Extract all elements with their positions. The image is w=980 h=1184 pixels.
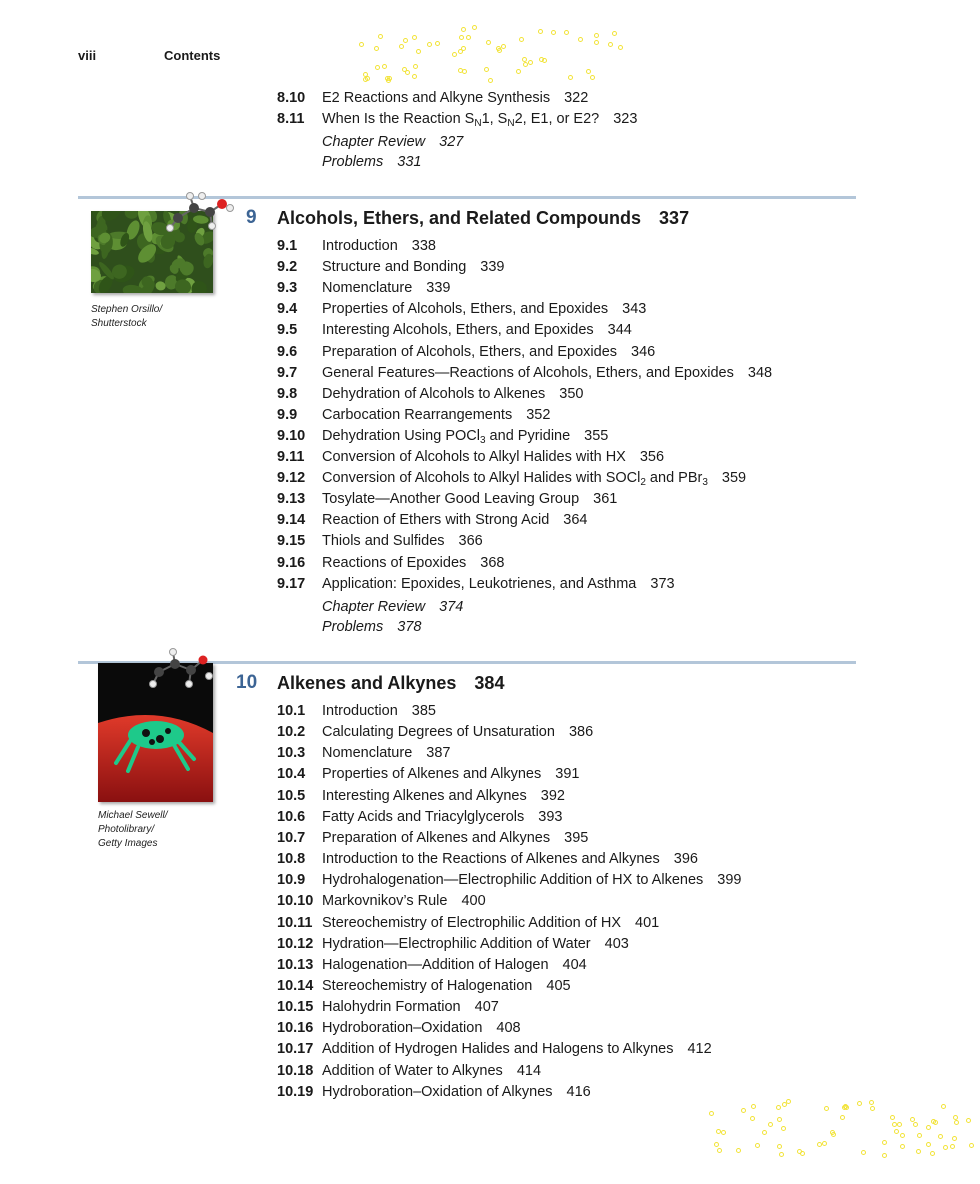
section-page: 396: [673, 851, 698, 868]
section-title: Reaction of Ethers with Strong Acid: [322, 512, 550, 529]
section-number: 8.11: [277, 111, 305, 127]
chapter-page: 337: [659, 208, 690, 228]
problems-label: Problems: [322, 154, 384, 170]
section-number: 10.3: [277, 745, 306, 762]
chapter-review-label: Chapter Review: [322, 134, 426, 150]
section-title: Hydroboration–Oxidation: [322, 1020, 483, 1037]
section-number: 9.15: [277, 533, 306, 550]
section-number: 9.13: [277, 491, 306, 508]
section-number: 10.4: [277, 766, 306, 783]
molecule-model-icon: [145, 648, 217, 694]
toc-entry[interactable]: [277, 300, 646, 318]
section-number: 10.15: [277, 999, 314, 1016]
section-title: Nomenclature: [322, 280, 413, 297]
section-title: Carbocation Rearrangements: [322, 406, 513, 423]
toc-entry[interactable]: [277, 765, 579, 783]
section-number: 10.19: [277, 1083, 314, 1100]
section-title: Reactions of Epoxides: [322, 554, 467, 571]
toc-entry[interactable]: [277, 871, 741, 889]
section-page: 359: [721, 470, 747, 487]
section-page: 339: [426, 280, 451, 297]
photo-credit: Michael Sewell/ Photolibrary/ Getty Images: [98, 810, 168, 849]
toc-entry[interactable]: [277, 808, 562, 826]
section-title: Hydrohalogenation—Electrophilic Addition of HX to Alkenes: [322, 872, 704, 889]
toc-entry[interactable]: [277, 427, 608, 445]
chapter-number: 9: [246, 207, 257, 228]
section-number: 10.2: [277, 724, 306, 741]
chapter-review-page: 327: [439, 134, 464, 150]
section-number: 10.8: [277, 851, 306, 868]
decorative-dots-bottom: [700, 1098, 975, 1160]
section-title: Tosylate—Another Good Leaving Group: [322, 491, 580, 508]
section-number: 9.17: [277, 575, 306, 592]
section-page: 391: [555, 766, 580, 783]
toc-entry[interactable]: [277, 469, 746, 487]
section-number: 10.13: [277, 956, 314, 973]
section-title: Hydroboration–Oxidation of Alkynes: [322, 1083, 553, 1100]
section-number: 9.4: [277, 301, 298, 318]
section-number: 10.1: [277, 703, 306, 719]
toc-entry[interactable]: [277, 279, 450, 297]
section-page: 373: [650, 575, 675, 592]
section-number: 9.2: [277, 259, 298, 276]
molecule-model-icon: [160, 188, 240, 236]
toc-entry[interactable]: [277, 977, 571, 995]
section-title: Dehydration of Alcohols to Alkenes: [322, 385, 546, 402]
section-title: Interesting Alkenes and Alkynes: [322, 787, 527, 804]
toc-entry[interactable]: [277, 448, 664, 466]
toc-entry[interactable]: [277, 702, 436, 720]
chapter-page: 384: [474, 673, 505, 693]
section-number: 8.10: [277, 90, 306, 106]
section-number: 9.16: [277, 554, 306, 571]
section-number: 9.14: [277, 512, 306, 529]
section-title: Markovnikov’s Rule: [322, 893, 448, 910]
toc-entry[interactable]: [277, 532, 483, 550]
section-title: Interesting Alcohols, Ethers, and Epoxides: [322, 322, 594, 339]
section-page: 401: [635, 914, 660, 931]
toc-entry[interactable]: [277, 237, 436, 255]
problems-entry[interactable]: [322, 618, 421, 636]
section-page: 352: [526, 406, 551, 423]
problems-page: 378: [397, 618, 422, 635]
section-page: 344: [607, 322, 632, 339]
section-title: Introduction: [322, 703, 398, 719]
section-page: 404: [562, 956, 587, 973]
toc-entry[interactable]: [277, 956, 587, 974]
toc-entry[interactable]: [277, 343, 655, 361]
section-page: 356: [639, 449, 665, 465]
section-page: 385: [411, 703, 436, 719]
toc-entry[interactable]: [277, 914, 659, 932]
section-page: 407: [474, 999, 499, 1016]
section-page: 416: [566, 1083, 591, 1100]
section-page: 361: [593, 491, 618, 508]
section-title: Application: Epoxides, Leukotrienes, and Asthma: [322, 575, 637, 592]
toc-entry[interactable]: [277, 258, 505, 276]
section-number: 9.5: [277, 322, 298, 339]
section-number: 9.12: [277, 470, 306, 487]
section-number: 10.18: [277, 1062, 314, 1079]
section-number: 10.7: [277, 829, 306, 846]
section-number: 9.3: [277, 280, 298, 297]
section-title: E2 Reactions and Alkyne Synthesis: [322, 90, 551, 106]
problems-label: Problems: [322, 618, 384, 635]
section-page: 386: [568, 724, 594, 741]
section-page: 322: [564, 90, 589, 106]
chapter-review-entry[interactable]: [322, 598, 463, 616]
section-page: 346: [631, 343, 656, 360]
toc-entry[interactable]: [277, 1083, 591, 1101]
section-title: Preparation of Alkenes and Alkynes: [322, 829, 551, 846]
section-title: Fatty Acids and Triacylglycerols: [322, 808, 525, 825]
section-number: 9.11: [277, 449, 305, 465]
section-page: 355: [584, 427, 609, 444]
section-title: Preparation of Alcohols, Ethers, and Epoxides: [322, 343, 618, 360]
section-page: 348: [747, 364, 773, 381]
toc-entry[interactable]: [277, 1040, 712, 1058]
section-page: 414: [516, 1062, 542, 1079]
section-number: 10.6: [277, 808, 306, 825]
toc-entry[interactable]: [277, 850, 698, 868]
section-number: 10.5: [277, 787, 306, 804]
section-number: 10.16: [277, 1020, 314, 1037]
section-number: 10.9: [277, 872, 306, 889]
section-page: 395: [564, 829, 589, 846]
section-title: Thiols and Sulfides: [322, 533, 445, 550]
problems-entry[interactable]: [322, 153, 421, 171]
toc-entry[interactable]: [277, 575, 675, 593]
section-number: 9.7: [277, 364, 298, 381]
page-folio: viii: [78, 48, 97, 63]
section-page: 364: [563, 512, 588, 529]
toc-entry[interactable]: [277, 892, 486, 910]
toc-entry[interactable]: [277, 998, 499, 1016]
toc-entry[interactable]: [277, 744, 450, 762]
chapter-title: Alkenes and Alkynes: [277, 673, 457, 693]
chapter-review-label: Chapter Review: [322, 598, 426, 615]
section-title: General Features—Reactions of Alcohols, Ethers, and Epoxides: [322, 364, 734, 381]
section-title: Addition of Hydrogen Halides and Halogens to Alkynes: [322, 1041, 674, 1058]
toc-entry[interactable]: [277, 490, 617, 508]
section-number: 9.9: [277, 406, 298, 423]
toc-entry[interactable]: [277, 787, 565, 805]
section-number: 10.11: [277, 914, 313, 931]
section-page: 392: [540, 787, 565, 804]
section-page: 323: [613, 111, 638, 127]
chapter-title-entry[interactable]: [277, 207, 689, 229]
section-title: Halohydrin Formation: [322, 999, 461, 1016]
section-number: 9.1: [277, 238, 298, 254]
toc-entry[interactable]: [277, 321, 632, 339]
section-title: Properties of Alkenes and Alkynes: [322, 766, 542, 783]
section-number: 10.14: [277, 977, 314, 994]
section-title: Structure and Bonding: [322, 259, 467, 276]
chapter-review-page: 374: [439, 598, 464, 615]
chapter-review-entry[interactable]: [322, 133, 463, 151]
section-title: When Is the Reaction $S_N1$, $S_N2$, E1, or E2?: [322, 111, 600, 129]
section-title: Conversion of Alcohols to Alkyl Halides with SOCl$_2$ and PBr$_3$: [322, 470, 708, 489]
section-title: Properties of Alcohols, Ethers, and Epoxides: [322, 301, 609, 318]
section-page: 412: [687, 1041, 712, 1058]
section-title: Hydration—Electrophilic Addition of Water: [322, 935, 591, 952]
toc-entry[interactable]: [277, 723, 593, 741]
section-title: Dehydration Using POCl$_3$ and Pyridine: [322, 427, 571, 446]
section-page: 343: [622, 301, 647, 318]
section-title: Halogenation—Addition of Halogen: [322, 956, 549, 973]
photo-credit: Stephen Orsillo/ Shutterstock: [91, 304, 163, 329]
section-title: Introduction: [322, 238, 398, 254]
toc-entry[interactable]: [277, 829, 588, 847]
section-number: 10.10: [277, 893, 314, 910]
toc-entry[interactable]: [277, 110, 637, 128]
section-page: 366: [458, 533, 483, 550]
section-title: Introduction to the Reactions of Alkenes and Alkynes: [322, 851, 660, 868]
section-page: 403: [604, 935, 629, 952]
section-title: Conversion of Alcohols to Alkyl Halides with HX: [322, 449, 626, 465]
section-title: Addition of Water to Alkynes: [322, 1062, 503, 1079]
section-page: 338: [411, 238, 436, 254]
section-number: 10.12: [277, 935, 314, 952]
toc-entry[interactable]: [277, 385, 583, 403]
chapter-title: Alcohols, Ethers, and Related Compounds: [277, 208, 642, 228]
section-page: 393: [538, 808, 563, 825]
toc-entry[interactable]: [277, 1019, 521, 1037]
toc-entry[interactable]: [277, 935, 629, 953]
toc-entry[interactable]: [277, 1062, 541, 1080]
toc-entry[interactable]: [277, 89, 588, 107]
section-title: Stereochemistry of Electrophilic Addition of HX: [322, 914, 621, 931]
problems-page: 331: [397, 154, 422, 170]
section-title: Calculating Degrees of Unsaturation: [322, 724, 555, 741]
section-page: 350: [559, 385, 584, 402]
section-title: Nomenclature: [322, 745, 413, 762]
section-number: 10.17: [277, 1041, 314, 1058]
section-page: 399: [717, 872, 742, 889]
section-page: 339: [480, 259, 505, 276]
chapter-title-entry[interactable]: [277, 672, 504, 694]
toc-entry[interactable]: [277, 554, 504, 572]
section-page: 368: [480, 554, 505, 571]
decorative-dots-top: [355, 25, 625, 85]
section-number: 9.10: [277, 427, 306, 444]
toc-entry[interactable]: [277, 364, 772, 382]
chapter-number: 10: [236, 672, 258, 693]
toc-entry[interactable]: [277, 406, 550, 424]
toc-entry[interactable]: [277, 511, 588, 529]
section-page: 387: [426, 745, 451, 762]
section-page: 408: [496, 1020, 521, 1037]
section-page: 400: [461, 893, 486, 910]
section-number: 9.8: [277, 385, 298, 402]
section-page: 405: [546, 977, 571, 994]
section-title: Stereochemistry of Halogenation: [322, 977, 533, 994]
running-head: Contents: [164, 48, 221, 63]
section-number: 9.6: [277, 343, 298, 360]
